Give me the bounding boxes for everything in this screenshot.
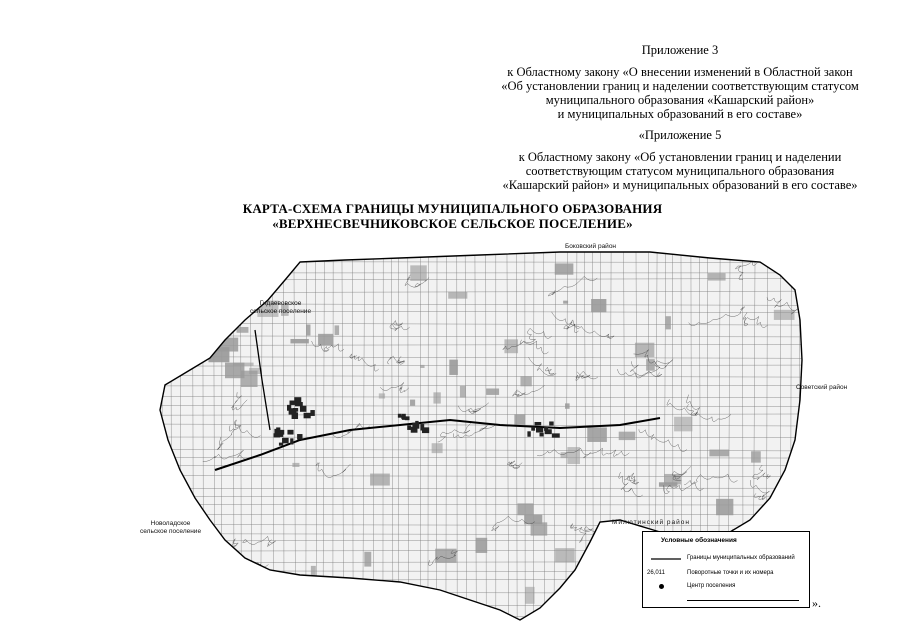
legend-point-number: 26,011: [647, 570, 665, 576]
appendix-3-line: муниципального образования «Кашарский район»: [545, 93, 815, 107]
appendix-5-line: к Областному закону «Об установлении границ и наделении: [518, 150, 842, 164]
southwest-neighbor-label: [140, 520, 201, 535]
boundary-line-symbol: [651, 556, 681, 562]
east-neighbor-label: Советский район: [796, 384, 848, 391]
appendix-3-title: Приложение 3: [641, 43, 719, 57]
legend-bottom-rule: [687, 600, 799, 601]
southwest-neighbor-label-line: сельское поселение: [140, 527, 202, 535]
appendix-3-line: к Областному закону «О внесении изменений в Областной закон: [507, 65, 853, 79]
northwest-neighbor-label-line: сельское поселение: [250, 307, 312, 315]
northwest-neighbor-label-line: Гидаевовское: [259, 300, 302, 307]
map-title-line-2: «ВЕРХНЕСВЕЧНИКОВСКОЕ СЕЛЬСКОЕ ПОСЕЛЕНИЕ»: [272, 216, 633, 231]
legend-boundary-label: Границы муниципальных образований: [687, 555, 795, 561]
appendix-3-line: «Об установлении границ и наделении соответствующим статусом: [501, 79, 859, 93]
south-neighbor-label: Милютинский район: [612, 519, 690, 526]
closing-quote-mark: ».: [812, 596, 821, 610]
northwest-neighbor-label: [250, 300, 311, 315]
southwest-neighbor-label-line: Новоладское: [150, 520, 191, 527]
legend-center-label: Центр поселения: [687, 583, 736, 589]
map-title-line-1: КАРТА-СХЕМА ГРАНИЦЫ МУНИЦИПАЛЬНОГО ОБРАЗОВАНИЯ: [242, 201, 663, 216]
map-legend: [642, 531, 810, 608]
appendix-5-title: «Приложение 5: [638, 128, 722, 142]
appendix-3-line: и муниципальных образований в его составе»: [557, 107, 803, 121]
legend-title: Условные обозначения: [661, 537, 737, 544]
appendix-5-line: соответствующим статусом муниципального образования: [525, 164, 835, 178]
settlement-center-icon: [659, 584, 664, 589]
legend-points-label: Поворотные точки и их номера: [687, 570, 774, 576]
north-neighbor-label: Боковский район: [565, 243, 617, 250]
appendix-5-line: «Кашарский район» и муниципальных образований в его составе»: [502, 178, 858, 192]
